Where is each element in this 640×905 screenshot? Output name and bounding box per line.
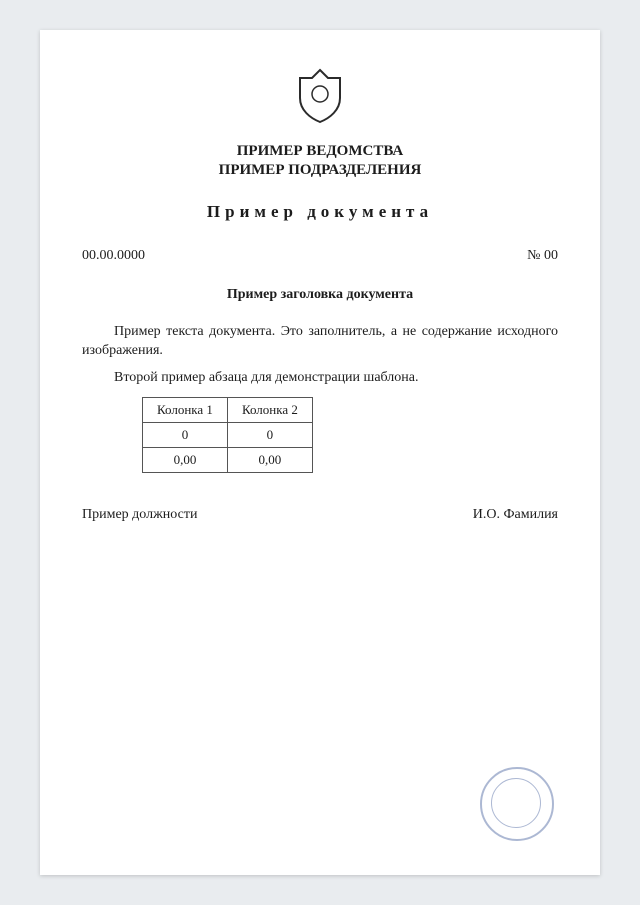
- table-cell: 0,00: [143, 448, 228, 473]
- document-type: Пример документа: [206, 202, 434, 221]
- signatory-name: И.О. Фамилия: [472, 507, 558, 522]
- document-body: [82, 322, 558, 387]
- document-number: № 00: [527, 248, 558, 263]
- document-meta: [82, 248, 558, 264]
- signatory-position: Пример должности: [82, 507, 198, 522]
- org-name-line-1: ПРИМЕР ВЕДОМСТВА: [236, 143, 404, 159]
- table-row: [143, 423, 313, 448]
- document-page: [40, 30, 600, 875]
- table-cell: 0,00: [227, 448, 312, 473]
- coat-of-arms-icon: [288, 64, 352, 128]
- org-name-line-2: ПРИМЕР ПОДРАЗДЕЛЕНИЯ: [218, 162, 422, 178]
- signature-block: [82, 507, 558, 523]
- table-header-row: [143, 398, 313, 423]
- body-paragraph: Пример текста документа. Это заполнитель, а не содержание исходного изображения.: [82, 324, 558, 358]
- document-subject: Пример заголовка документа: [226, 287, 414, 302]
- document-date: 00.00.0000: [82, 248, 145, 263]
- table-row: [143, 448, 313, 473]
- table-cell: 0: [227, 423, 312, 448]
- stamp-seal: [480, 767, 554, 841]
- table-cell: 0: [143, 423, 228, 448]
- body-paragraph: Второй пример абзаца для демонстрации шаблона.: [114, 370, 419, 385]
- stamp-inner-ring: [491, 778, 541, 828]
- table-header-cell: Колонка 2: [227, 398, 312, 423]
- table-header-cell: Колонка 1: [143, 398, 228, 423]
- values-table: [142, 397, 313, 473]
